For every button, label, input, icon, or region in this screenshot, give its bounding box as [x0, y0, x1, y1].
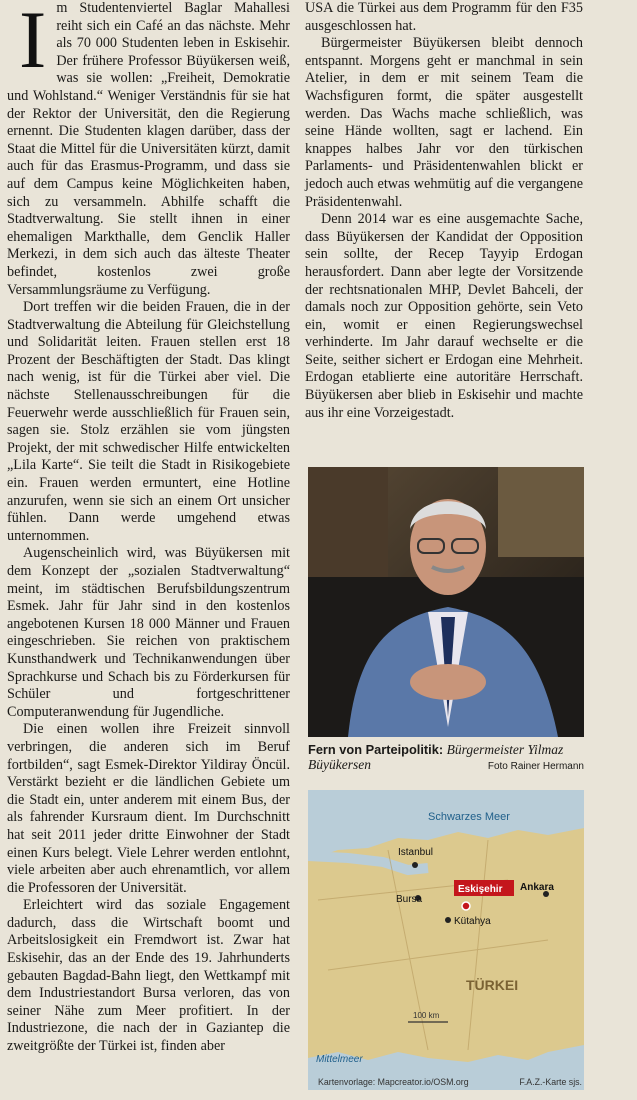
- bursa-label: Bursa: [396, 894, 423, 905]
- article-paragraph-2: Dort treffen wir die beiden Frauen, die in der Stadtverwaltung die Abteilung für Gleichstellung und Solidarität leiten. Frauen stellen erst 18 Prozent der Beschäftigten der Stadt. Das klingt nach wenig, ist für die Türkei aber viel. Die nächste Stellenausschreibungen für die Feuerwehr werde ausschließlich für Frauen sein, sagen sie. Stolz erzählen sie vom jüngsten Projekt, der mit schwedischer Hilfe entwickelten „Lila Karte“. Sie teilt die Stadt in Risikogebiete ein. Frauen werden ermuntert, eine Hotline anzurufen, wenn sie sich an einem Ort unsicher fühlen. Dann werde umgehend etwas unternommen.: [7, 299, 290, 544]
- map-agency: F.A.Z.-Karte sjs.: [519, 1077, 582, 1087]
- ankara-label: Ankara: [520, 882, 554, 893]
- country-label: TÜRKEI: [466, 977, 519, 993]
- caption-bold: Fern von Parteipolitik:: [308, 742, 444, 757]
- map-footer: [318, 1077, 582, 1087]
- mayor-photo: [308, 467, 584, 737]
- article-paragraph-3: Augenscheinlich wird, was Büyükersen mit dem Konzept der „sozialen Stadtverwaltung“ meint, im städtischen Berufsbildungszentrum Esmek. Jahr für Jahr sind in den kostenlos angebotenen Kursen 18 000 Männer und Frauen eingeschrieben. Sie reichen von praktischem Kunsthandwerk und Technikanwendungen über Sprachkurse und Schach bis zu Förderkursen für Schüler und fortgeschrittener Computeranwendung für Jugendliche.: [7, 545, 290, 720]
- kutahya-label: Kütahya: [454, 916, 491, 927]
- article-paragraph-8: Denn 2014 war es eine ausgemachte Sache, dass Büyükersen der Kandidat der Opposition sein sollte, der Recep Tayyip Erdogan herausfordert. Dann aber legte der Vorsitzende der rechtsnationalen MHP, Devlet Bahceli, der damals noch zur Opposition gehörte, sein Veto ein, womit er einen Regierungswechsel verhinderte. Im Jahr darauf wechselte er die Seite, seither sichert er Erdogan eine Mehrheit. Erdogan etablierte eine autoritäre Herrschaft. Büyükersen aber blieb in Eskisehir und machte aus ihr eine Vorzeigestadt.: [305, 211, 583, 421]
- article-paragraph-1: Im Studentenviertel Baglar Mahallesi reiht sich ein Café an das nächste. Mehr als 70 000 Studenten leben in Eskisehir. Der frühere Professor Büyükersen weiß, was sie wollen: „Freiheit, Demokratie und Wohlstand.“ Weniger Verständnis für sie hat der Rektor der Universität, den die Regierung ernennt. Die Studenten klagen darüber, dass der Staat die Mittel für die Universitäten kürzt, damit auch für das Erasmus-Programm, und dass sie auf dem Campus keine Möglichkeiten haben, sich zu versammeln. Abhilfe schafft die Stadtverwaltung. Sie stellt ihnen in einer ehemaligen Markthalle, dem Genclik Haller Merkezi, in dem sich auch das älteste Theater befindet, kostenlos zwei große Versammlungsräume zu Verfügung.: [7, 0, 290, 298]
- eskisehir-label: Eskişehir: [458, 884, 503, 895]
- left-column: [7, 0, 290, 1056]
- portrait-illustration: [308, 467, 584, 737]
- article-paragraph-5: Erleichtert wird das soziale Engagement dadurch, dass die Wirtschaft boomt und Arbeitslosigkeit ein Fremdwort ist. Zwar hat Eskisehir, das an der Ende des 19. Jahrhunderts gebauten Bagdad-Bahn liegt, den Wettkampf mit dem Industriestandort Bursa verloren, das von seiner Nähe zum Meer profitiert. In der Industriezone, die nach der in Gaziantep die zweitgrößte der Türkei ist, finden aber: [7, 897, 290, 1055]
- scale-label: 100 km: [413, 1011, 440, 1020]
- article-paragraph-6: USA die Türkei aus dem Programm für den F35 ausgeschlossen hat.: [305, 0, 583, 34]
- sea-north-label: Schwarzes Meer: [428, 811, 510, 823]
- caption-italic: Bürgermeister Yilmaz Büyükersen: [308, 742, 564, 772]
- photo-caption: [308, 742, 584, 774]
- istanbul-label: Istanbul: [398, 847, 434, 858]
- photo-credit: Foto Rainer Hermann: [487, 761, 584, 772]
- right-column: [305, 0, 583, 422]
- article-paragraph-4: Die einen wollen ihre Freizeit sinnvoll verbringen, die anderen sich im Beruf fortbilden“, sagt Esmek-Direktor Yildiray Öncül. Verstärkt bezieht er die ländlichen Gebiete um die Stadt ein, unter anderem mit einem Bus, der als fahrender Kursraum dient. Im Durchschnitt hat seit 2011 jeder dritte Einwohner der Stadt einen Kurs belegt. Viele Lehrer werden entlohnt, viele arbeiten aber auch ehrenamtlich, vor allem die Professoren der Universität.: [7, 721, 290, 896]
- kutahya-dot: [445, 917, 451, 923]
- dropcap: I: [19, 0, 47, 85]
- istanbul-dot: [412, 862, 418, 868]
- article-paragraph-7: Bürgermeister Büyükersen bleibt dennoch entspannt. Morgens geht er manchmal in sein Atelier, in dem er mit seinem Team die Wachsfiguren formt, die später ausgestellt werden. Das Wachs mache schließlich, was seine Hände wollten, sagt er lachend. Ein knappes halbes Jahr vor den türkischen Parlaments- und Präsidentenwahlen blickt er jedoch auch etwas wehmütig auf die vergangene Präsidentenwahl.: [305, 35, 583, 210]
- sea-south-label: Mittelmeer: [316, 1054, 363, 1065]
- turkey-map: [308, 790, 584, 1090]
- map-graphic: [308, 790, 584, 1090]
- map-source: Kartenvorlage: Mapcreator.io/OSM.org: [318, 1077, 469, 1087]
- eskisehir-marker-icon: [462, 902, 470, 910]
